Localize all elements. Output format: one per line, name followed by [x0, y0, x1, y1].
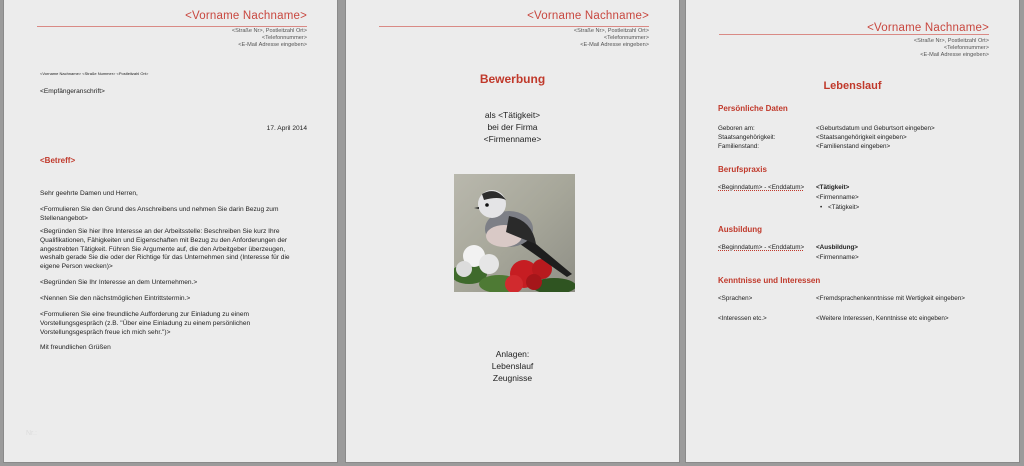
header-name: <Vorname Nachname> [867, 22, 989, 34]
letter-page [4, 0, 337, 462]
born-label: Geboren am: [718, 125, 755, 132]
cover-company-name: <Firmenname> [483, 134, 542, 144]
header-phone: <Telefonnummer> [943, 45, 989, 51]
work-dates: <Beginndatum> - <Enddatum> [718, 184, 805, 191]
letter-paragraph: <Formulieren Sie den Grund des Anschreibens und nehmen Sie darin Bezug zum Stellenangebot> [40, 206, 279, 222]
header-name: <Vorname Nachname> [527, 10, 649, 22]
born-value: <Geburtsdatum und Geburtsort eingeben> [816, 125, 935, 132]
header-divider [719, 34, 989, 35]
attachment-item: Zeugnisse [492, 373, 533, 383]
header-phone: <Telefonnummer> [261, 35, 307, 41]
citizenship-value: <Staatsangehörigkeit eingeben> [816, 134, 907, 141]
letter-subject: <Betreff> [40, 156, 76, 165]
header-contact [232, 28, 307, 49]
section-education-heading: Ausbildung [718, 225, 762, 234]
letter-paragraph: <Formulieren Sie eine freundliche Aufforderung zur Einladung zu einem Vorstellungsgespräch (z.B. "Über eine Einladung zu einem persönlichen Vorstellungsgespräch freue ich mich sehr.")> [40, 311, 251, 336]
header-email: <E-Mail Adresse eingeben> [920, 52, 989, 58]
header-address: <Straße Nr>, Postleitzahl Ort> [573, 28, 649, 34]
header-contact [914, 38, 989, 59]
languages-label: <Sprachen> [718, 295, 753, 302]
letter-paragraph: <Begründen Sie hier Ihre Interesse an der Arbeitsstelle: Beschreiben Sie kurz Ihre Qualifikationen, Fähigkeiten und Eigenschaften mit Bezug zu den Anforderungen der angestrebten Tätigkeit. Führen Sie Argumente auf, die den Arbeitgeber überzeugen, weshalb gerade Sie die oder der Richtige für das Unternehmen sind (Interesse für die eigene Person wecken)> [40, 228, 290, 271]
family-label: Familienstand: [718, 143, 759, 150]
letter-closing: Mit freundlichen Grüßen [40, 344, 111, 351]
section-skills-heading: Kenntnisse und Interessen [718, 276, 821, 285]
header-phone: <Telefonnummer> [603, 35, 649, 41]
header-address: <Straße Nr>, Postleitzahl Ort> [231, 28, 307, 34]
header-email: <E-Mail Adresse eingeben> [238, 42, 307, 48]
letter-paragraph: <Nennen Sie den nächstmöglichen Eintrittstermin.> [40, 295, 191, 302]
header-contact [574, 28, 649, 49]
header-divider [379, 26, 649, 27]
work-title: <Tätigkeit> [816, 184, 850, 191]
cover-title: Bewerbung [479, 72, 546, 86]
cover-page [346, 0, 679, 462]
footer-ghost-text: Nr.: [26, 430, 37, 437]
cover-company-label: bei der Firma [487, 122, 538, 132]
header-divider [37, 26, 307, 27]
cover-position: als <Tätigkeit> [484, 110, 541, 120]
letter-salutation: Sehr geehrte Damen und Herren, [40, 190, 138, 197]
bullet-icon: • [820, 204, 823, 211]
header-email: <E-Mail Adresse eingeben> [580, 42, 649, 48]
attachment-item: Lebenslauf [491, 361, 534, 371]
cv-title: Lebenslauf [823, 80, 882, 92]
recipient-address: <Empfängeranschrift> [40, 88, 105, 95]
sender-line: <Vorname Nachname> <Straße Nummer> <Postleitzahl Ort> [40, 71, 149, 76]
header-address: <Straße Nr>, Postleitzahl Ort> [913, 38, 989, 44]
letter-date: 17. April 2014 [266, 125, 307, 132]
education-dates: <Beginndatum> - <Enddatum> [718, 244, 805, 251]
attachments-title: Anlagen: [495, 349, 530, 359]
education-title: <Ausbildung> [816, 244, 858, 251]
applicant-photo [454, 174, 575, 292]
letter-paragraph: <Begründen Sie Ihr Interesse an dem Unternehmen.> [40, 279, 198, 286]
bird-photo-icon [454, 174, 575, 292]
languages-value: <Fremdsprachenkenntnisse mit Wertigkeit eingeben> [816, 295, 965, 302]
section-personal-heading: Persönliche Daten [718, 104, 788, 113]
education-company: <Firmenname> [816, 254, 859, 261]
family-value: <Familienstand eingeben> [816, 143, 891, 150]
section-work-heading: Berufspraxis [718, 165, 767, 174]
header-name: <Vorname Nachname> [185, 10, 307, 22]
interests-label: <Interessen etc.> [718, 315, 767, 322]
citizenship-label: Staatsangehörigkeit: [718, 134, 776, 141]
work-bullet-text: <Tätigkeit> [828, 204, 860, 211]
cv-page [686, 0, 1019, 462]
work-company: <Firmenname> [816, 194, 859, 201]
interests-value: <Weitere Interessen, Kenntnisse etc eingeben> [816, 315, 949, 322]
